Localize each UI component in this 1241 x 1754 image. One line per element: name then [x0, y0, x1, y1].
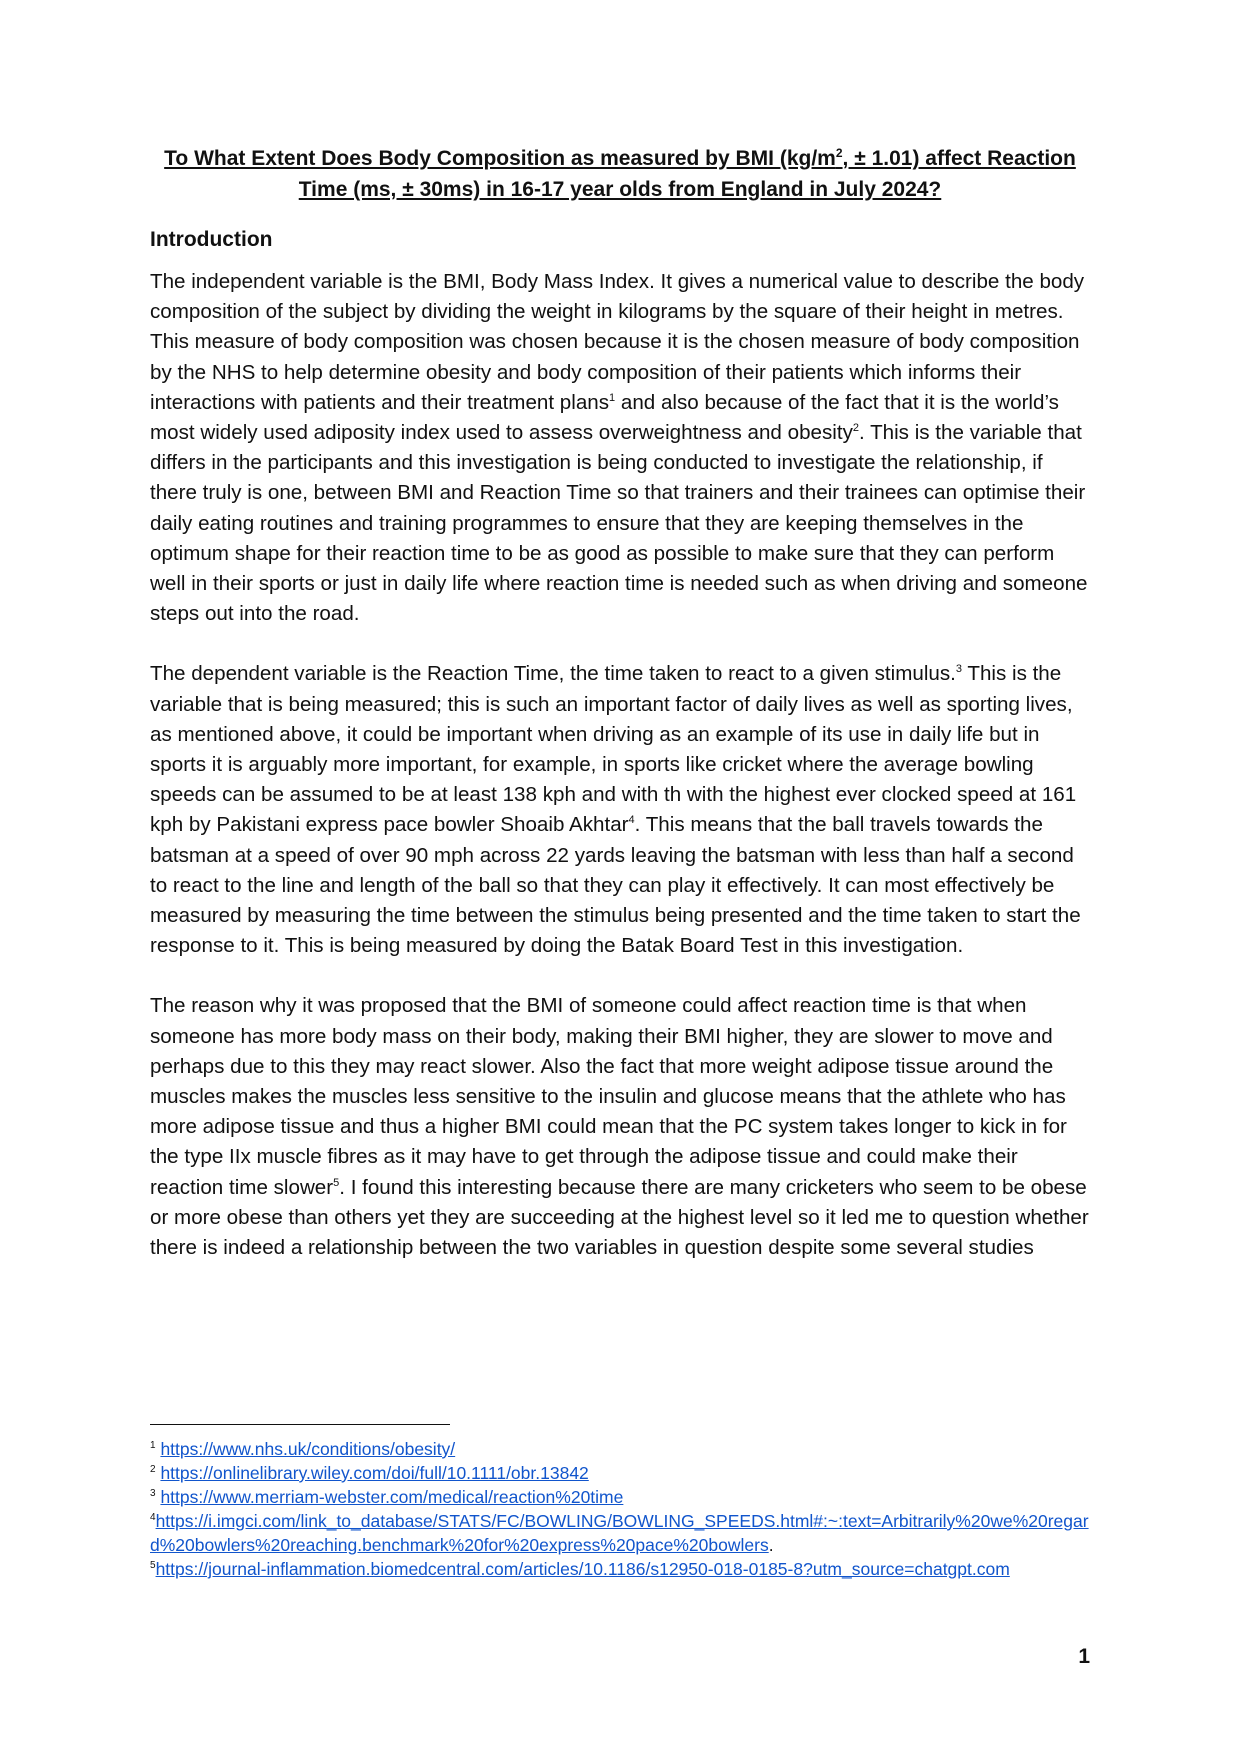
document-body [150, 143, 1090, 1293]
page-number: 1 [1078, 1645, 1090, 1668]
paragraph-hypothesis-reasoning: The reason why it was proposed that the BMI of someone could affect reaction time is that when someone has more body mass on their body, making their BMI higher, they are slower to move and perhaps due to this they may react slower. Also the fact that more weight adipose tissue around the muscles makes the muscles less sensitive to the insulin and glucose means that the athlete who has more adipose tissue and thus a higher BMI could mean that the PC system takes longer to kick in for the type IIx muscle fibres as it may have to get through the adipose tissue and could make their reaction time slower$^5$. I found this interesting because there are many cricketers who seem to be obese or more obese than others yet they are succeeding at the highest level so it led me to question whether there is indeed a relationship between the two variables in question despite some several studies [150, 994, 1089, 1260]
paragraph-dependent-variable: The dependent variable is the Reaction Time, the time taken to react to a given stimulus.$^3$ This is the variable that is being measured; this is such an important factor of daily lives as well as sporting lives, as mentioned above, it could be important when driving as an example of its use in daily life but in sports it is arguably more important, for example, in sports like cricket where the average bowling speeds can be assumed to be at least 138 kph and with th with the highest ever clocked speed at 161 kph by Pakistani express pace bowler Shoaib Akhtar$^4$. This means that the ball travels towards the batsman at a speed of over 90 mph across 22 yards leaving the batsman with less than half a second to react to the line and length of the ball so that they can play it effectively. It can most effectively be measured by measuring the time between the stimulus being presented and the time taken to start the response to it. This is being measured by doing the Batak Board Test in this investigation. [150, 662, 1081, 958]
paragraph-independent-variable: The independent variable is the BMI, Body Mass Index. It gives a numerical value to describe the body composition of the subject by dividing the weight in kilograms by the square of their height in metres. This measure of body composition was chosen because it is the chosen measure of body composition by the NHS to help determine obesity and body composition of their patients which informs their interactions with patients and their treatment plans$^1$ and also because of the fact that it is the world’s most widely used adiposity index used to assess overweightness and obesity$^2$. This is the variable that differs in the participants and this investigation is being conducted to investigate the relationship, if there truly is one, between BMI and Reaction Time so that trainers and their trainees can optimise their daily eating routines and training programmes to ensure that they are keeping themselves in the optimum shape for their reaction time to be as good as possible to make sure that they can perform well in their sports or just in daily life where reaction time is needed such as when driving and someone steps out into the road. [150, 270, 1088, 626]
section-heading: Introduction [150, 228, 273, 251]
footnote-ref-2[interactable]: 2 [852, 422, 859, 435]
footnote-ref-1[interactable]: 1 [609, 391, 616, 404]
footnote-link-3[interactable]: https://www.merriam-webster.com/medical/reaction%20time [160, 1487, 624, 1507]
footnotes-section [150, 1424, 1095, 1581]
footnote-2: $^2$ https://onlinelibrary.wiley.com/doi/full/10.1111/obr.13842 [150, 1463, 589, 1483]
footnote-link-2[interactable]: https://onlinelibrary.wiley.com/doi/full/10.1111/obr.13842 [160, 1463, 589, 1483]
footnote-ref-4[interactable]: 4 [628, 814, 635, 827]
footnote-separator [150, 1424, 450, 1425]
document-title: To What Extent Does Body Composition as measured by BMI ($kg/m^2$, ± 1.01) affect Reaction Time (ms, ± 30ms) in 16-17 year olds from England in July 2024? [164, 146, 1076, 201]
footnote-3: $^3$ https://www.merriam-webster.com/medical/reaction%20time [150, 1487, 624, 1507]
title-superscript: 2 [835, 146, 843, 160]
footnote-4: $^4$https://i.imgci.com/link_to_database/STATS/FC/BOWLING/BOWLING_SPEEDS.html#:~:text=Arbitrarily%20we%20regard%20bowlers%20reaching.benchmark%20for%20express%20pace%20bowlers. [150, 1511, 1089, 1555]
footnote-ref-3[interactable]: 3 [955, 663, 963, 676]
footnote-5: $^5$https://journal-inflammation.biomedcentral.com/articles/10.1186/s12950-018-0185-8?utm_source=chatgpt.com [150, 1559, 1010, 1579]
footnote-ref-5[interactable]: 5 [333, 1176, 340, 1189]
footnote-link-5[interactable]: https://journal-inflammation.biomedcentral.com/articles/10.1186/s12950-018-0185-8?utm_source=chatgpt.com [155, 1559, 1010, 1579]
footnote-1: $^1$ https://www.nhs.uk/conditions/obesity/ [150, 1439, 456, 1459]
footnote-link-4[interactable]: https://i.imgci.com/link_to_database/STATS/FC/BOWLING/BOWLING_SPEEDS.html#:~:text=Arbitrarily%20we%20regard%20bowlers%20reaching.benchmark%20for%20express%20pace%20bowlers [150, 1511, 1089, 1555]
footnote-link-1[interactable]: https://www.nhs.uk/conditions/obesity/ [160, 1439, 456, 1459]
